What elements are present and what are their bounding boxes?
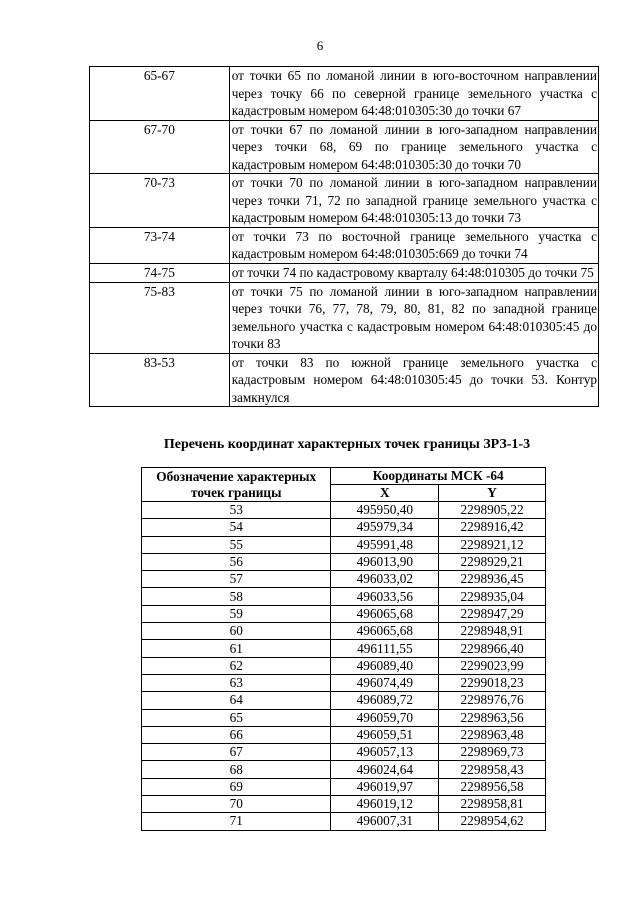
boundary-segment-row: [90, 67, 599, 121]
x-coordinate: 496033,02: [331, 571, 439, 588]
point-id: 70: [142, 796, 331, 813]
y-coordinate: 2298905,22: [439, 502, 546, 519]
point-id: 66: [142, 726, 331, 743]
y-coordinate: 2298935,04: [439, 588, 546, 605]
coordinate-row: [142, 571, 546, 588]
segment-description: от точки 70 по ломаной линии в юго-западном направлении через точки 71, 72 по западной границе земельного участка с кадастровым номером 64:48:010305:13 до точки 73: [229, 174, 598, 228]
coordinate-row: [142, 588, 546, 605]
segment-points: 65-67: [90, 67, 230, 121]
segment-description: от точки 83 по южной границе земельного участка с кадастровым номером 64:48:010305:45 до точки 53. Контур замкнулся: [229, 353, 598, 407]
point-id: 64: [142, 692, 331, 709]
x-coordinate: 495950,40: [331, 502, 439, 519]
x-coordinate: 495991,48: [331, 536, 439, 553]
y-coordinate: 2298958,81: [439, 796, 546, 813]
coordinate-row: [142, 553, 546, 570]
point-id: 57: [142, 571, 331, 588]
x-coordinate: 496111,55: [331, 640, 439, 657]
coordinates-heading: Перечень координат характерных точек границы ЗРЗ-1-3: [163, 437, 531, 452]
boundary-segment-row: [90, 120, 599, 174]
y-coordinate: 2298921,12: [439, 536, 546, 553]
segment-description: от точки 67 по ломаной линии в юго-западном направлении через точки 68, 69 по границе земельного участка с кадастровым номером 64:48:010305:30 до точки 70: [229, 120, 598, 174]
boundary-segment-row: [90, 282, 599, 353]
y-coordinate: 2298963,48: [439, 726, 546, 743]
coordinate-row: [142, 536, 546, 553]
y-coordinate: 2298958,43: [439, 761, 546, 778]
coordinate-row: [142, 726, 546, 743]
x-coordinate: 496013,90: [331, 553, 439, 570]
segment-points: 74-75: [90, 263, 230, 282]
coordinate-row: [142, 657, 546, 674]
coordinates-column-header: Координаты МСК -64: [331, 468, 546, 485]
point-id: 58: [142, 588, 331, 605]
segment-description: от точки 65 по ломаной линии в юго-восточном направлении через точку 66 по северной границе земельного участка с кадастровым номером 64:48:010305:30 до точки 67: [229, 67, 598, 121]
segment-points: 67-70: [90, 120, 230, 174]
coordinate-row: [142, 674, 546, 691]
point-id: 54: [142, 519, 331, 536]
point-id: 68: [142, 761, 331, 778]
y-coordinate: 2299023,99: [439, 657, 546, 674]
x-coordinate: 496033,56: [331, 588, 439, 605]
coordinate-row: [142, 519, 546, 536]
point-id: 63: [142, 674, 331, 691]
x-coordinate: 496065,68: [331, 605, 439, 622]
point-id: 60: [142, 623, 331, 640]
segment-description: от точки 74 по кадастровому кварталу 64:48:010305 до точки 75: [229, 263, 598, 282]
coordinates-table-body: [142, 502, 546, 831]
y-coordinate: 2298966,40: [439, 640, 546, 657]
point-column-header: Обозначение характерных точек границы: [142, 468, 331, 502]
boundary-segment-row: [90, 263, 599, 282]
y-column-header: Y: [439, 485, 546, 502]
boundary-segment-row: [90, 227, 599, 263]
x-coordinate: 496007,31: [331, 813, 439, 830]
x-coordinate: 495979,34: [331, 519, 439, 536]
y-coordinate: 2298948,91: [439, 623, 546, 640]
x-coordinate: 496019,12: [331, 796, 439, 813]
point-id: 53: [142, 502, 331, 519]
coordinate-row: [142, 778, 546, 795]
point-id: 65: [142, 709, 331, 726]
coordinate-row: [142, 692, 546, 709]
x-coordinate: 496057,13: [331, 744, 439, 761]
point-id: 56: [142, 553, 331, 570]
boundary-description-body: [90, 67, 599, 407]
coordinate-row: [142, 502, 546, 519]
x-coordinate: 496019,97: [331, 778, 439, 795]
segment-points: 75-83: [90, 282, 230, 353]
y-coordinate: 2298956,58: [439, 778, 546, 795]
segment-description: от точки 73 по восточной границе земельного участка с кадастровым номером 64:48:010305:669 до точки 74: [229, 227, 598, 263]
y-coordinate: 2298969,73: [439, 744, 546, 761]
coordinate-row: [142, 813, 546, 830]
coordinate-row: [142, 761, 546, 778]
coordinate-row: [142, 605, 546, 622]
segment-description: от точки 75 по ломаной линии в юго-западном направлении через точки 76, 77, 78, 79, 80, 81, 82 по западной границе земельного участка с кадастровым номером 64:48:010305:45 до точки 83: [229, 282, 598, 353]
x-coordinate: 496059,51: [331, 726, 439, 743]
x-coordinate: 496089,72: [331, 692, 439, 709]
y-coordinate: 2298947,29: [439, 605, 546, 622]
point-id: 67: [142, 744, 331, 761]
point-id: 59: [142, 605, 331, 622]
coordinates-table-header: [142, 468, 546, 502]
coordinate-row: [142, 744, 546, 761]
segment-points: 73-74: [90, 227, 230, 263]
x-coordinate: 496024,64: [331, 761, 439, 778]
segment-points: 70-73: [90, 174, 230, 228]
y-coordinate: 2298936,45: [439, 571, 546, 588]
y-coordinate: 2298954,62: [439, 813, 546, 830]
page-number: 6: [316, 38, 324, 53]
y-coordinate: 2299018,23: [439, 674, 546, 691]
x-column-header: X: [331, 485, 439, 502]
y-coordinate: 2298976,76: [439, 692, 546, 709]
x-coordinate: 496065,68: [331, 623, 439, 640]
coordinate-row: [142, 796, 546, 813]
point-id: 55: [142, 536, 331, 553]
point-id: 62: [142, 657, 331, 674]
x-coordinate: 496074,49: [331, 674, 439, 691]
coordinates-table: [141, 467, 546, 831]
y-coordinate: 2298929,21: [439, 553, 546, 570]
coordinate-row: [142, 623, 546, 640]
boundary-segment-row: [90, 174, 599, 228]
point-id: 61: [142, 640, 331, 657]
point-id: 71: [142, 813, 331, 830]
boundary-segment-row: [90, 353, 599, 407]
boundary-description-table: [89, 66, 599, 407]
point-id: 69: [142, 778, 331, 795]
y-coordinate: 2298963,56: [439, 709, 546, 726]
coordinate-row: [142, 709, 546, 726]
y-coordinate: 2298916,42: [439, 519, 546, 536]
x-coordinate: 496089,40: [331, 657, 439, 674]
x-coordinate: 496059,70: [331, 709, 439, 726]
segment-points: 83-53: [90, 353, 230, 407]
coordinate-row: [142, 640, 546, 657]
